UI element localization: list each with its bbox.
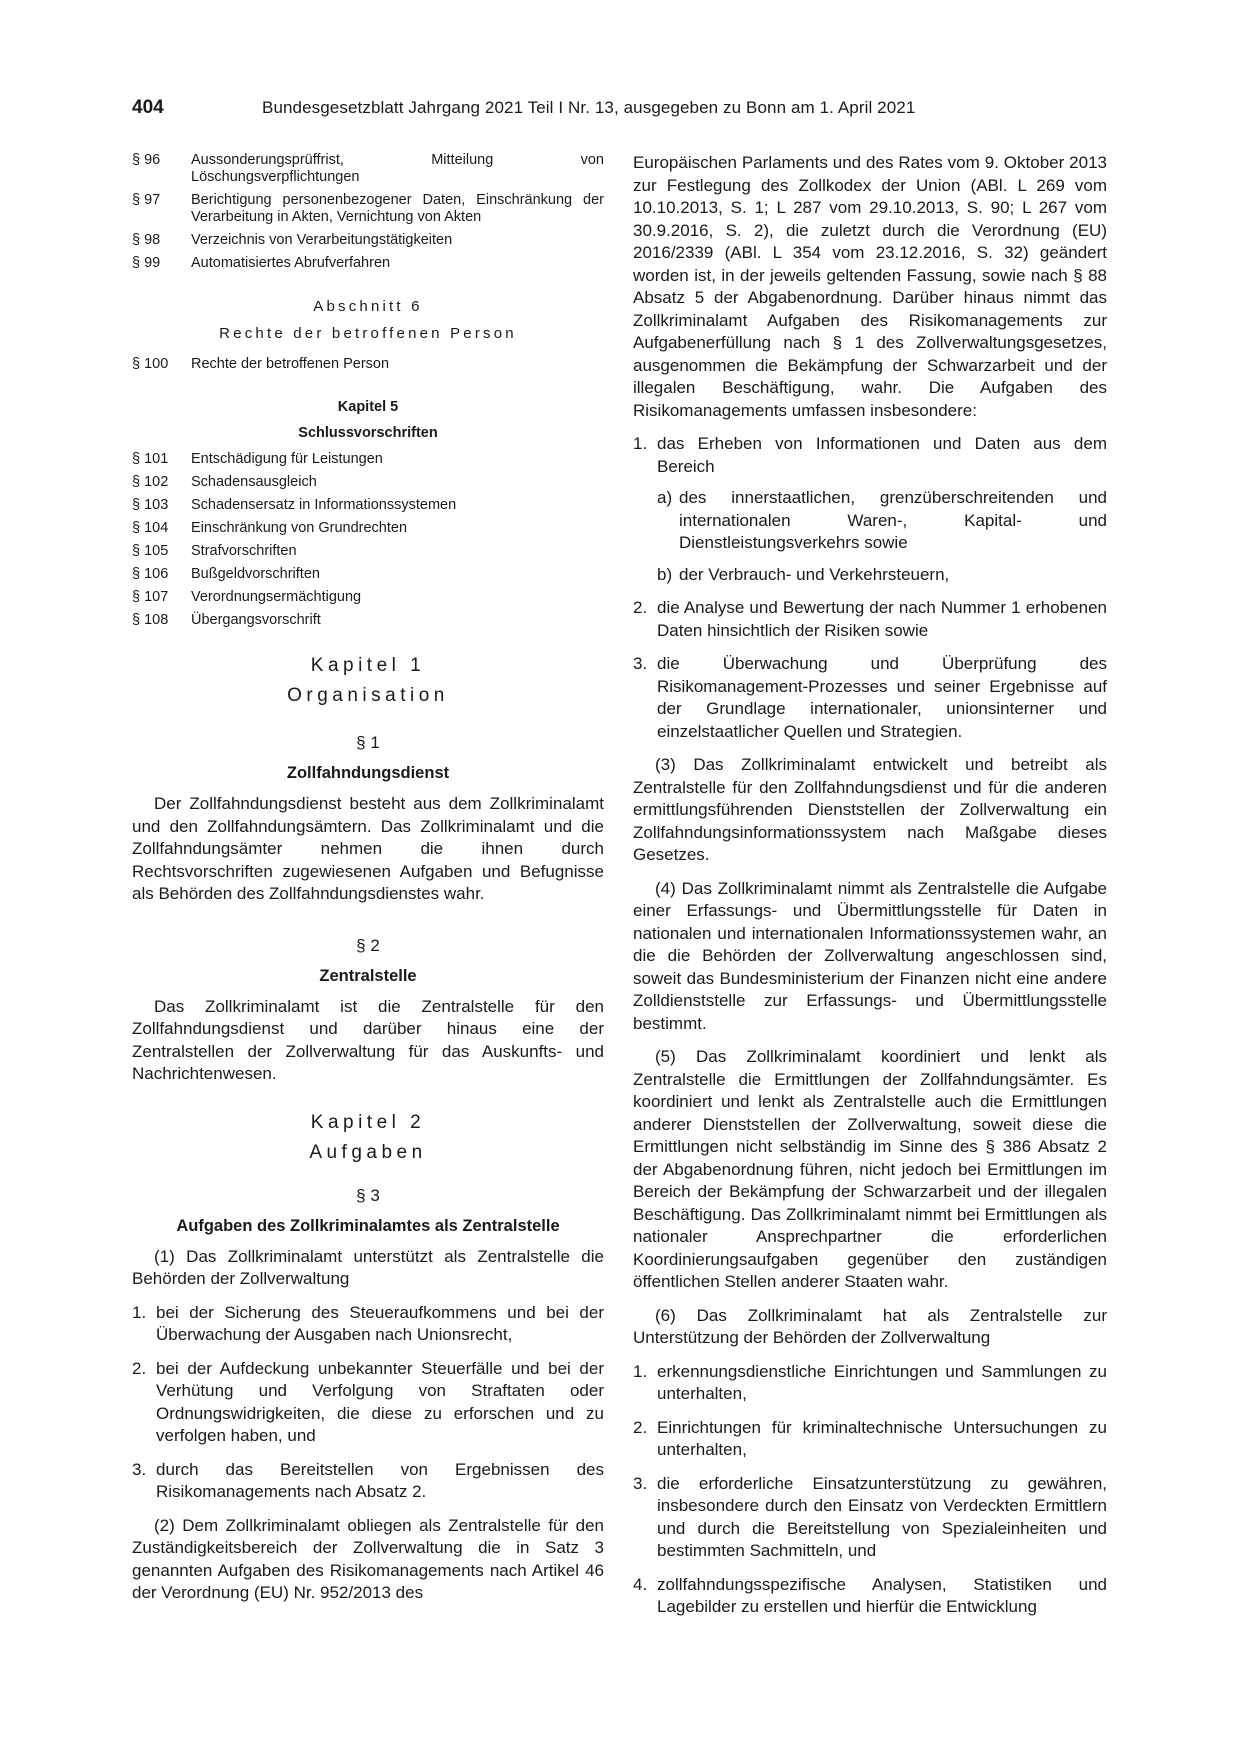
paragraph-3: (3) Das Zollkriminalamt entwickelt und betreibt als Zentralstelle für den Zollfahndungsdienst und für die anderen ermittlungsführenden Dienststellen der Zollverwaltung ein Zollfahndungsinformationssystem nach Maßgabe dieses Gesetzes. [633,755,1107,864]
kapitel-2-label: Kapitel 2 [310,1111,426,1133]
list-marker: 1. [633,434,648,453]
toc-title: Automatisiertes Abrufverfahren [191,255,391,271]
sub-list-item [657,564,1107,587]
section-1-number: § 1 [356,733,380,752]
toc-entry [132,232,604,249]
list-text: des innerstaatlichen, grenzüberschreitenden und internationalen Waren-, Kapital- und Dienstleistungsverkehrs sowie [679,488,1107,552]
running-head: Bundesgesetzblatt Jahrgang 2021 Teil I Nr. 13, ausgegeben zu Bonn am 1. April 2021 [262,98,916,117]
toc-list [132,152,604,272]
list-text: bei der Aufdeckung unbekannter Steuerfälle und bei der Verhütung und Verfolgung von Straftaten oder Ordnungswidrigkeiten, die diese zu erforschen und zu verfolgen haben, und [156,1358,604,1445]
list-marker: b) [657,564,673,584]
paragraph-6: (6) Das Zollkriminalamt hat als Zentralstelle zur Unterstützung der Behörden der Zollverwaltung [633,1305,1107,1347]
section-3-paragraph-1: (1) Das Zollkriminalamt unterstützt als Zentralstelle die Behörden der Zollverwaltung [132,1246,604,1288]
toc-number: § 104 [132,520,169,536]
page-header [132,97,1112,127]
toc-number: § 105 [132,543,169,559]
toc-number: § 107 [132,589,169,605]
list-marker: 3. [633,654,648,673]
list-item [633,1574,1107,1619]
toc-entry [132,612,604,629]
toc-title: Schadensausgleich [191,474,317,490]
list-marker: 1. [633,1361,648,1381]
list-text: zollfahndungsspezifische Analysen, Statistiken und Lagebilder zu erstellen und hierfür die Entwicklung [657,1574,1107,1616]
toc-entry [132,192,604,226]
toc-title: Aussonderungsprüffrist, Mitteilung von Löschungsverpflichtungen [191,152,604,185]
list-marker: 2. [132,1358,147,1378]
section-2-number: § 2 [356,935,380,955]
section-3-list [132,1302,604,1504]
list-item [132,1358,604,1448]
list-text: die Überwachung und Überprüfung des Risikomanagement-Prozesses und seiner Ergebnisse auf der Grundlage internationaler, unionsinterner und einzelstaatlicher Quellen und Strategien. [657,654,1107,741]
toc-number: § 103 [132,497,169,513]
toc-entry [132,451,604,468]
toc-entry [132,566,604,583]
toc-title: Berichtigung personenbezogener Daten, Einschränkung der Verarbeitung in Akten, Vernichtung von Akten [191,192,604,225]
list-text: bei der Sicherung des Steueraufkommens und bei der Überwachung der Ausgaben nach Unionsrecht, [156,1302,604,1344]
list-item [132,1302,604,1347]
list-item [633,433,1107,478]
list-item [633,597,1107,642]
list-text: das Erheben von Informationen und Daten aus dem Bereich [657,434,1107,476]
list-text: die Analyse und Bewertung der nach Nummer 1 erhobenen Daten hinsichtlich der Risiken sowie [657,598,1107,640]
toc-title: Bußgeldvorschriften [191,566,320,582]
toc-number: § 96 [132,152,161,168]
list-item [132,1459,604,1504]
list-text: die erforderliche Einsatzunterstützung zu gewähren, insbesondere durch den Einsatz von Verdeckten Ermittlern und durch die Bereitstellung von Spezialeinheiten und bestimmten Sachmitteln, und [657,1473,1107,1560]
toc-list [132,356,604,373]
toc-entry [132,356,604,373]
toc-title: Strafvorschriften [191,543,297,559]
abschnitt-label: Abschnitt 6 [313,298,423,315]
toc-title: Verzeichnis von Verarbeitungstätigkeiten [191,232,453,248]
toc-entry [132,520,604,537]
toc-title: Entschädigung für Leistungen [191,451,383,467]
toc-title: Einschränkung von Grundrechten [191,520,408,536]
toc-entry [132,589,604,606]
list-marker: 3. [132,1459,147,1479]
list-marker: 3. [633,1473,648,1493]
section-3-title: Aufgaben des Zollkriminalamtes als Zentralstelle [176,1216,560,1235]
list-marker: a) [657,488,673,507]
list-marker: 1. [132,1302,147,1322]
list-marker: 2. [633,1417,648,1437]
section-2-text: Das Zollkriminalamt ist die Zentralstelle für den Zollfahndungsdienst und darüber hinaus eine der Zentralstellen der Zollverwaltung für das Auskunfts- und Nachrichtenwesen. [132,996,604,1083]
paragraph-2-continuation: Europäischen Parlaments und des Rates vom 9. Oktober 2013 zur Festlegung des Zollkodex der Union (ABl. L 269 vom 10.10.2013, S. 1; L 287 vom 29.10.2013, S. 90; L 267 vom 30.9.2016, S. 2), die zuletzt durch die Verordnung (EU) 2016/2339 (ABl. L 354 vom 23.12.2016, S. 32) geändert worden ist, in der jeweils geltenden Fassung, sowie nach § 88 Absatz 5 der Abgabenordnung. Darüber hinaus nimmt das Zollkriminalamt Aufgaben des Risikomanagements zur Aufgabenerfüllung nach § 1 des Zollverwaltungsgesetzes, ausgenommen die Bekämpfung der Schwarzarbeit und der illegalen Beschäftigung, wahr. Die Aufgaben des Risikomanagements umfassen insbesondere: [633,153,1107,420]
section-3-paragraph-2: (2) Dem Zollkriminalamt obliegen als Zentralstelle für den Zuständigkeitsbereich der Zollverwaltung die in Satz 3 genannten Aufgaben des Risikomanagements nach Artikel 46 der Verordnung (EU) Nr. 952/2013 des [132,1515,604,1602]
paragraph-6-list [633,1361,1107,1619]
toc-number: § 99 [132,255,161,271]
toc-number: § 101 [132,451,169,467]
list-text: der Verbrauch- und Verkehrsteuern, [679,564,950,584]
page-number: 404 [132,97,164,118]
section-2-title: Zentralstelle [319,966,417,985]
kapitel-5-title: Schlussvorschriften [298,425,438,441]
list-marker: 4. [633,1574,648,1594]
toc-list [132,451,604,629]
list-text: Einrichtungen für kriminaltechnische Untersuchungen zu unterhalten, [657,1417,1107,1459]
toc-entry [132,543,604,560]
kapitel-2-title: Aufgaben [309,1141,427,1163]
list-item [633,1473,1107,1563]
toc-entry [132,474,604,491]
toc-title: Übergangsvorschrift [191,612,321,628]
paragraph-5: (5) Das Zollkriminalamt koordiniert und lenkt als Zentralstelle die Ermittlungen der Zollfahndungsämter. Es koordiniert und lenkt als Zentralstelle auch die Ermittlungen anderer Dienststellen der Zollverwaltung, soweit diese die Ermittlungen nicht selbständig im Sinne des § 386 Absatz 2 der Abgabenordnung führen, nicht jedoch bei Ermittlungen im Bereich der Bekämpfung der Schwarzarbeit und der illegalen Beschäftigung. Das Zollkriminalamt nimmt bei Ermittlungen als nationaler Ansprechpartner die erforderlichen Koordinierungsaufgaben gegenüber den zuständigen öffentlichen Stellen anderer Staaten wahr. [633,1047,1107,1291]
paragraph-4: (4) Das Zollkriminalamt nimmt als Zentralstelle die Aufgabe einer Erfassungs- und Übermittlungsstelle für Daten in nationalen und internationalen Informationssystemen wahr, an die die Behörden der Zollverwaltung angeschlossen sind, soweit das Bundesministerium der Finanzen nicht eine andere Zolldienststelle zur Erfassungs- und Übermittlungsstelle bestimmt. [633,878,1107,1033]
toc-number: § 100 [132,356,169,372]
toc-number: § 102 [132,474,169,490]
left-column [132,152,604,1605]
kapitel-5-label: Kapitel 5 [337,399,399,415]
right-column [633,152,1107,1619]
toc-title: Verordnungsermächtigung [191,589,362,605]
toc-number: § 98 [132,232,161,248]
section-1-title: Zollfahndungsdienst [286,764,450,782]
toc-number: § 106 [132,566,169,582]
list-item [633,1417,1107,1462]
toc-title: Rechte der betroffenen Person [191,356,390,372]
sub-list-item [657,487,1107,555]
toc-entry [132,152,604,186]
section-3-number: § 3 [356,1185,380,1205]
toc-number: § 108 [132,612,169,628]
list-marker: 2. [633,598,648,617]
abschnitt-title: Rechte der betroffenen Person [219,325,517,342]
list-item [633,653,1107,743]
toc-title: Schadensersatz in Informationssystemen [191,497,457,513]
kapitel-1-title: Organisation [287,685,449,706]
toc-number: § 97 [132,192,161,208]
kapitel-1-label: Kapitel 1 [310,655,426,676]
list-text: erkennungsdienstliche Einrichtungen und Sammlungen zu unterhalten, [657,1361,1107,1403]
toc-entry [132,497,604,514]
list-item [633,1361,1107,1406]
toc-entry [132,255,604,272]
list-text: durch das Bereitstellen von Ergebnissen des Risikomanagements nach Absatz 2. [156,1459,604,1501]
section-1-text: Der Zollfahndungsdienst besteht aus dem Zollkriminalamt und den Zollfahndungsämtern. Das Zollkriminalamt und die Zollfahndungsämter nehmen die ihnen durch Rechtsvorschriften zugewiesenen Aufgaben und Befugnisse als Behörden des Zollfahndungsdienstes wahr. [132,794,604,903]
